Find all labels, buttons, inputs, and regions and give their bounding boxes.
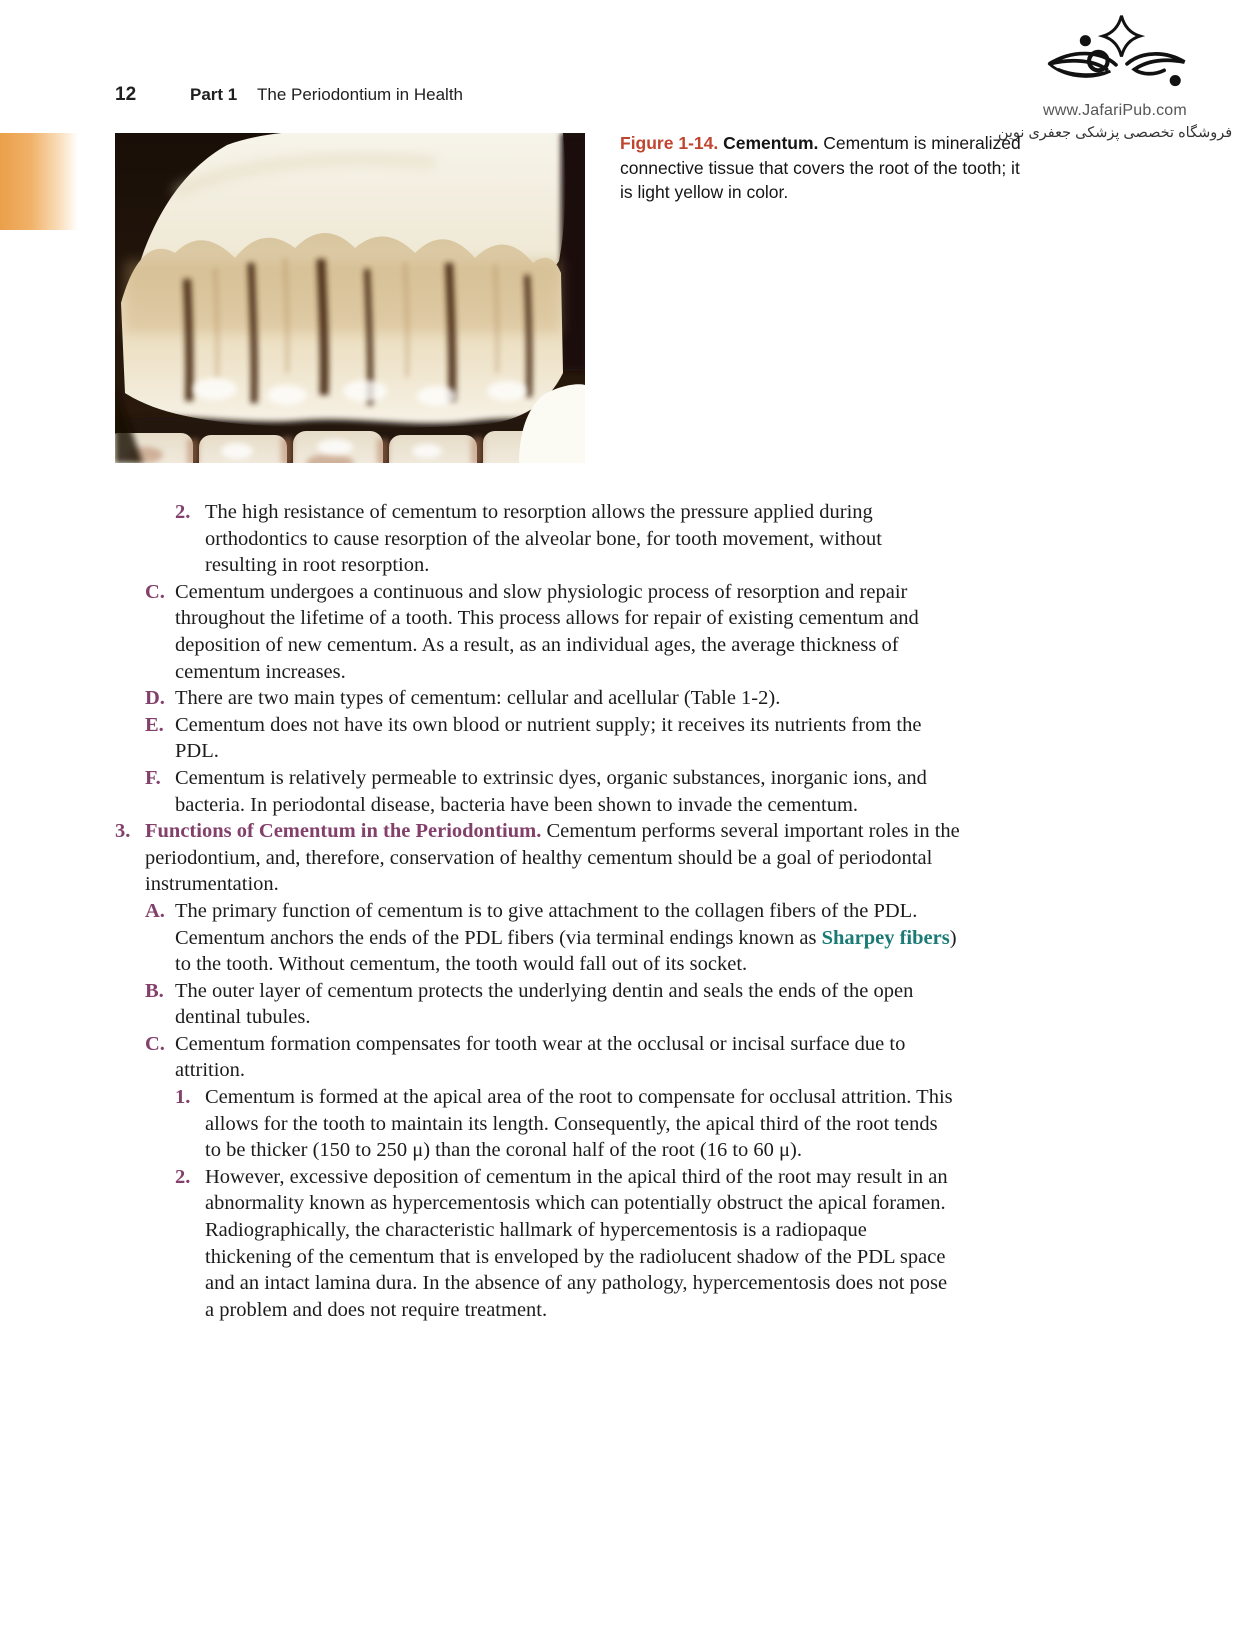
outline-item (145, 1031, 975, 1084)
outline-marker: A. (145, 899, 165, 922)
outline-text: The outer layer of cementum protects the underlying dentin and seals the ends of the open dentinal tubules. (175, 979, 914, 1029)
part-label: Part 1 (190, 85, 238, 104)
cementum-photo (115, 133, 585, 463)
outline-marker: 2. (175, 1165, 191, 1188)
figure-caption-text: Cementum is mineralized connective tissue that covers the root of the tooth; it is light yellow in color. (620, 133, 1021, 202)
outline-item (175, 1164, 975, 1324)
outline-item (115, 818, 975, 898)
outline-marker: E. (145, 713, 164, 736)
outline-item (145, 712, 975, 765)
figure-title: Cementum. (723, 133, 819, 153)
outline-text: Cementum does not have its own blood or nutrient supply; it receives its nutrients from the PDL. (175, 713, 922, 763)
outline-item (145, 685, 975, 712)
outline-item (145, 978, 975, 1031)
outline-item (145, 765, 975, 818)
publisher-branding (985, 12, 1245, 141)
outline (115, 499, 975, 1323)
outline-text: Cementum is formed at the apical area of the root to compensate for occlusal attrition. This allows for the tooth to maintain its length. Consequently, the apical third of the root tends to be thicker (150 to 250 μ) than the coronal half of the root (16 to 60 μ). (205, 1086, 953, 1162)
outline-marker: 1. (175, 1086, 191, 1109)
outline-text: Cementum undergoes a continuous and slow physiologic process of resorption and repair throughout the lifetime of a tooth. This process allows for repair of existing cementum and deposition of new cementum. As a result, as an individual ages, the average thickness of cementum increases. (175, 580, 919, 683)
publisher-logo-icon (1035, 12, 1195, 100)
outline-item (175, 499, 975, 579)
outline-marker: 3. (115, 820, 131, 843)
publisher-tagline: فروشگاه تخصصی پزشکی جعفری نوین (997, 125, 1233, 141)
outline-text: Cementum is relatively permeable to extrinsic dyes, organic substances, inorganic ions, and bacteria. In periodontal disease, bacteria have been shown to invade the cementum. (175, 766, 927, 816)
publisher-website: www.JafariPub.com (1043, 102, 1187, 119)
figure-label: Figure 1-14. (620, 133, 719, 153)
outline-text: Cementum formation compensates for tooth wear at the occlusal or incisal surface due to attrition. (175, 1032, 906, 1082)
outline-item (145, 898, 975, 978)
outline-marker: 2. (175, 501, 191, 523)
outline-item (145, 579, 975, 685)
outline-text: The high resistance of cementum to resorption allows the pressure applied during orthodontics to cause resorption of the alveolar bone, for tooth movement, without resulting in root resorption. (205, 501, 882, 577)
outline-marker: B. (145, 979, 164, 1002)
figure-caption (620, 131, 1034, 205)
page-number: 12 (115, 84, 137, 105)
outline-marker: F. (145, 766, 161, 789)
part-title: The Periodontium in Health (257, 85, 464, 104)
outline-item (175, 1084, 975, 1164)
outline-text: There are two main types of cementum: cellular and acellular (Table 1-2). (175, 687, 781, 710)
chapter-accent-bar (0, 133, 78, 230)
outline-marker: D. (145, 687, 165, 710)
outline-text: However, excessive deposition of cementum in the apical third of the root may result in an abnormality known as hypercementosis which can potentially obstruct the apical foramen. Radiographically, the characteristic hallmark of hypercementosis is a radiopaque thickening of the cementum that is enveloped by the radiolucent shadow of the PDL space and an intact lamina dura. In the absence of any pathology, hypercementosis does not pose a problem and does not require treatment. (205, 1165, 948, 1321)
outline-marker: C. (145, 1032, 165, 1055)
outline-text: Functions of Cementum in the Periodontium. Cementum performs several important roles in the periodontium, and, therefore, conservation of healthy cementum should be a goal of periodontal instrumentation. (145, 820, 960, 896)
outline-marker: C. (145, 580, 165, 603)
outline-text: The primary function of cementum is to give attachment to the collagen fibers of the PDL. Cementum anchors the ends of the PDL fibers (via terminal endings known as Sharpey fibers) to the tooth. Without cementum, the tooth would fall out of its socket. (175, 899, 957, 976)
